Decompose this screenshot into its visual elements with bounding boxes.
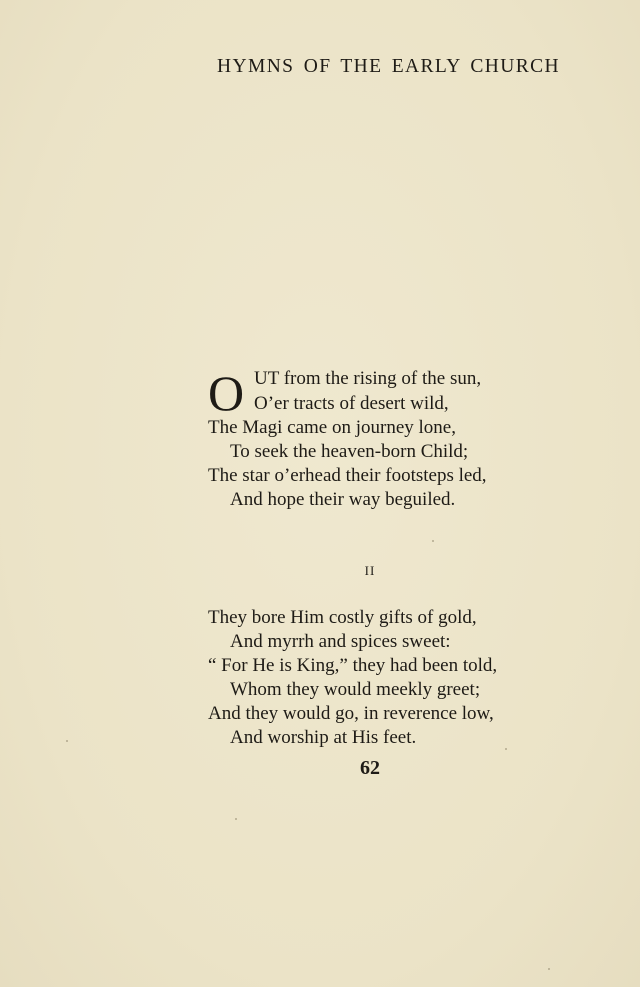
paper-speck xyxy=(66,740,68,742)
paper-speck xyxy=(432,540,434,542)
stanza-1-line-5: The star o’erhead their footsteps led, xyxy=(208,465,487,486)
stanza-1-line-1: UT from the rising of the sun, xyxy=(254,368,482,389)
stanza-2-line-2: And myrrh and spices sweet: xyxy=(230,631,451,652)
drop-cap: O xyxy=(208,365,245,421)
paper-speck xyxy=(235,818,237,820)
stanza-2-line-5: And they would go, in reverence low, xyxy=(208,703,494,724)
paper-speck xyxy=(505,748,507,750)
paper-speck xyxy=(548,968,550,970)
stanza-2-line-6: And worship at His feet. xyxy=(230,727,417,748)
running-head: HYMNS OF THE EARLY CHURCH xyxy=(217,56,560,77)
stanza-1-line-6: And hope their way beguiled. xyxy=(230,489,456,510)
stanza-2 xyxy=(208,607,548,757)
stanza-1-line-3: The Magi came on journey lone, xyxy=(208,417,456,438)
stanza-1-line-2: O’er tracts of desert wild, xyxy=(254,393,449,414)
stanza-2-line-3: “ For He is King,” they had been told, xyxy=(208,655,498,676)
stanza-2-line-1: They bore Him costly gifts of gold, xyxy=(208,607,477,628)
section-numeral: II xyxy=(364,563,376,578)
stanza-2-line-4: Whom they would meekly greet; xyxy=(230,679,481,700)
stanza-1 xyxy=(208,365,548,518)
stanza-1-line-4: To seek the heaven-born Child; xyxy=(230,441,469,462)
page-number: 62 xyxy=(360,757,380,779)
